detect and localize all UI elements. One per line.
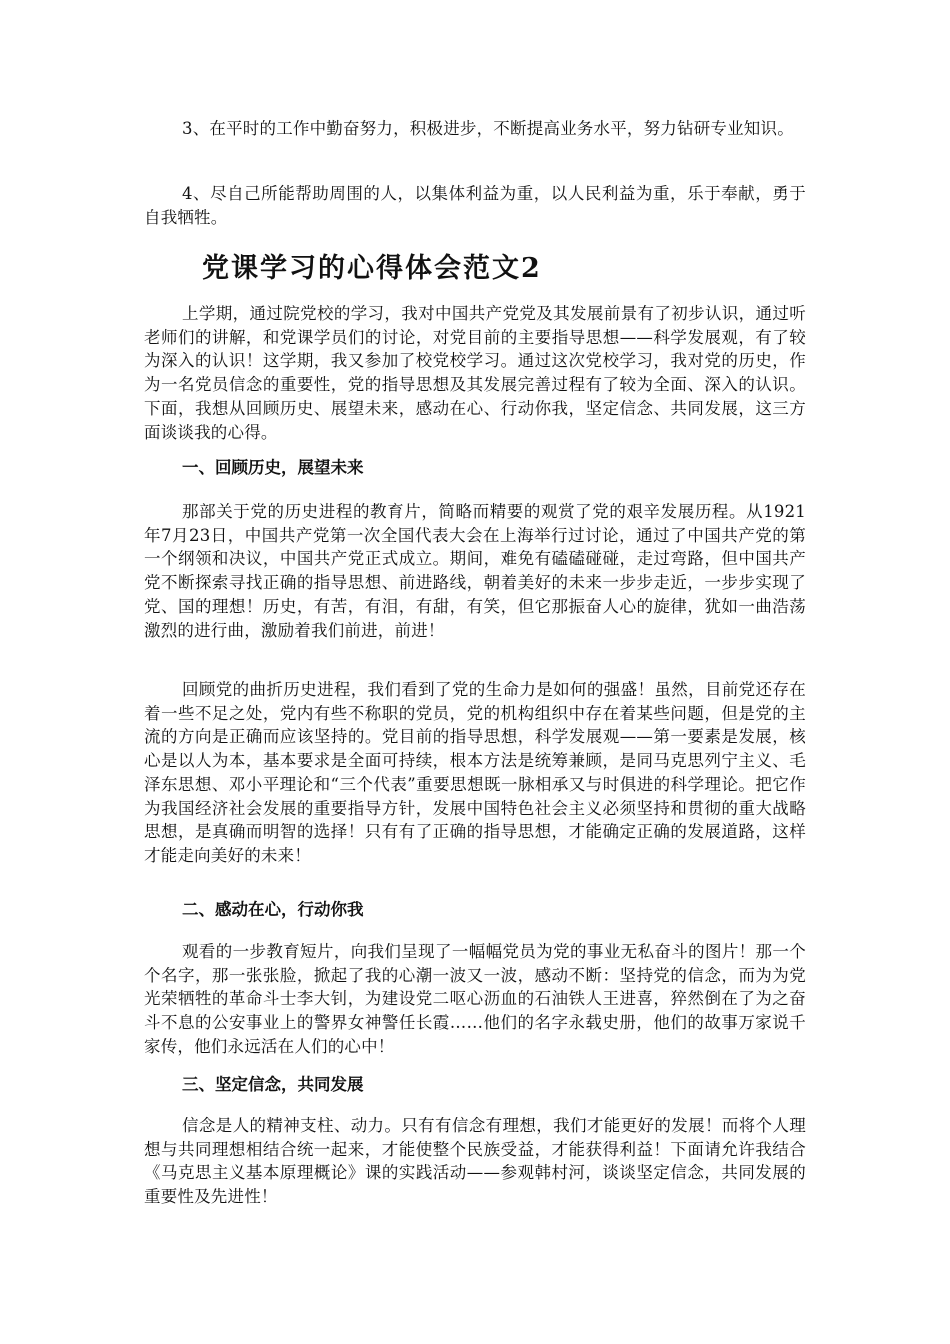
section1-paragraph-2: 回顾党的曲折历史进程，我们看到了党的生命力是如何的强盛！虽然，目前党还存在着一些不足之处，党内有些不称职的党员，党的机构组织中存在着某些问题，但是党的主流的方向是正确而应该坚持的。党目前的指导思想，科学发展观——第一要素是发展，核心是以人为本，基本要求是全面可持续，根本方法是统筹兼顾，是同马克思列宁主义、毛泽东思想、邓小平理论和“三个代表”重要思想既一脉相承又与时俱进的科学理论。把它作为我国经济社会发展的重要指导方针，发展中国特色社会主义必须坚持和贯彻的重大战略思想，是真确而明智的选择！只有有了正确的指导思想，才能确定正确的发展道路，这样才能走向美好的未来！ [144, 680, 806, 865]
section2-paragraph-1: 观看的一步教育短片，向我们呈现了一幅幅党员为党的事业无私奋斗的图片！那一个个名字，那一张张脸，掀起了我的心潮一波又一波，感动不断：坚持党的信念，而为为党光荣牺牲的革命斗士李大钊，为建设党二呕心沥血的石油铁人王进喜，猝然倒在了为之奋斗不息的公安事业上的警界女神警任长霞……他们的名字永载史册，他们的故事万家说千家传，他们永远活在人们的心中！ [144, 942, 806, 1056]
section-heading-touched-heart: 二、感动在心，行动你我 [182, 900, 364, 919]
section-heading-firm-belief: 三、坚定信念，共同发展 [182, 1075, 364, 1094]
section-heading-review-history: 一、回顾历史，展望未来 [182, 458, 364, 477]
document-title: 党课学习的心得体会范文2 [202, 253, 542, 284]
intro-paragraph: 上学期，通过院党校的学习，我对中国共产党党及其发展前景有了初步认识，通过听老师们的讲解，和党课学员们的讨论，对党目前的主要指导思想——科学发展观，有了较为深入的认识！这学期，我又参加了校党校学习。通过这次党校学习，我对党的历史，作为一名党员信念的重要性，党的指导思想及其发展完善过程有了较为全面、深入的认识。下面，我想从回顾历史、展望未来，感动在心、行动你我，坚定信念、共同发展，这三方面谈谈我的心得。 [144, 304, 806, 442]
section1-paragraph-1: 那部关于党的历史进程的教育片，简略而精要的观赏了党的艰辛发展历程。从1921年7月23日，中国共产党第一次全国代表大会在上海举行过讨论，通过了中国共产党的第一个纲领和决议，中国共产党正式成立。期间，难免有磕磕碰碰，走过弯路，但中国共产党不断探索寻找正确的指导思想、前进路线，朝着美好的未来一步步走近，一步步实现了党、国的理想！历史，有苦，有泪，有甜，有笑，但它那振奋人心的旋律，犹如一曲浩荡激烈的进行曲，激励着我们前进，前进！ [144, 502, 806, 640]
section3-paragraph-1: 信念是人的精神支柱、动力。只有有信念有理想，我们才能更好的发展！而将个人理想与共同理想相结合统一起来，才能使整个民族受益，才能获得利益！下面请允许我结合《马克思主义基本原理概论》课的实践活动——参观韩村河，谈谈坚定信念，共同发展的重要性及先进性！ [144, 1116, 806, 1207]
list-item-3: 3、在平时的工作中勤奋努力，积极进步，不断提高业务水平，努力钻研专业知识。 [182, 119, 794, 138]
list-item-4: 4、尽自己所能帮助周围的人，以集体利益为重，以人民利益为重，乐于奉献，勇于自我牺牲。 [144, 184, 806, 227]
